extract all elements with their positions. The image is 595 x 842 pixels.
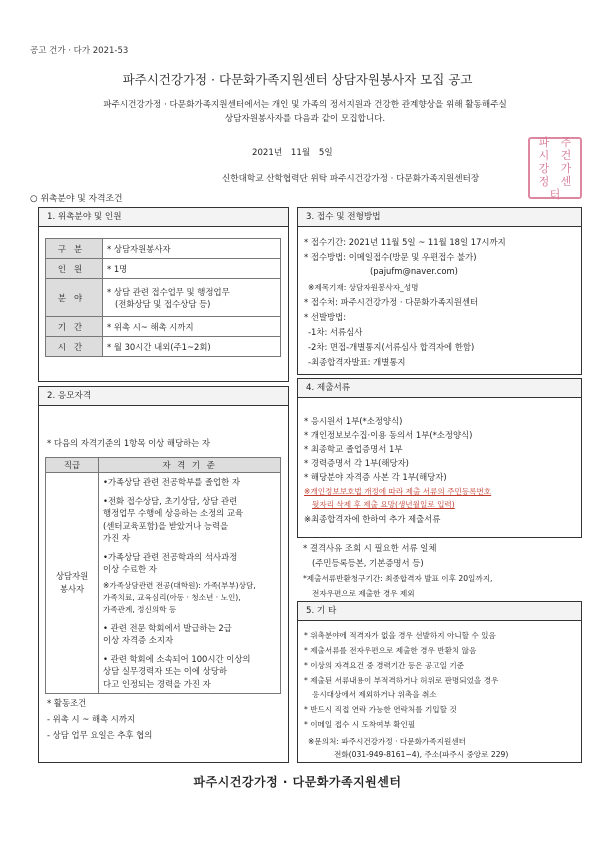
criterion: •전화 접수상담, 초기상담, 상담 관련 행정업무 수행에 상응하는 소정의 교육 (센터교육포함)을 받았거나 능력을 가진 자 — [103, 495, 244, 543]
row-value: * 1명 — [103, 259, 281, 279]
document-number: 공고 건가 · 다가 2021-53 — [30, 46, 129, 56]
criterion: • 관련 전문 학회에서 발급하는 2급 이상 자격증 소지자 — [103, 622, 232, 645]
row-label: 기간 — [46, 317, 103, 337]
info-line: * 접수기간: 2021년 11월 5일 ~ 11월 18일 17시까지 — [304, 237, 506, 247]
info-line: * 접수처: 파주시건강가정 · 다문화가족지원센터 — [304, 297, 479, 307]
info-line: * 접수방법: 이메일접수(방문 및 우편접수 불가) — [304, 252, 477, 262]
doc-note: ※개인정보보호법 개정에 따라 제출 서류의 주민등록번호 — [304, 487, 492, 496]
email-line: (pajufm@naver.com) — [370, 266, 458, 276]
qualification-lead: * 다음의 자격기준의 1항목 이상 해당하는 자 — [47, 438, 211, 448]
other-line: * 이상의 자격요건 중 경력기간 등은 공고일 기준 — [304, 661, 465, 670]
doc-line: 전자우편으로 제출한 경우 제외 — [312, 589, 415, 598]
info-line: -최종합격자발표: 개별통지 — [308, 357, 406, 367]
info-line: * 선발방법: — [304, 312, 347, 322]
doc-note: 뒷자리 삭제 후 제출 요망(생년월일로 입력) — [312, 500, 455, 509]
criterion: •가족상담 관련 전공학과의 석사과정 이상 수료한 자 — [103, 551, 238, 574]
note-line: ※제목기재: 상담자원봉사자_성명 — [308, 283, 419, 292]
footer-organization: 파주시건강가정 · 다문화가족지원센터 — [193, 775, 402, 789]
box-application — [297, 207, 582, 375]
page-title: 파주시건강가정 · 다문화가족지원센터 상담자원봉사자 모집 공고 — [122, 72, 473, 87]
doc-line: ※최종합격자에 한하여 추가 제출서류 — [304, 514, 441, 524]
box-documents — [297, 378, 582, 538]
row-label: 구분 — [46, 239, 103, 259]
activity-line: - 위촉 시 ~ 해촉 시까지 — [47, 714, 136, 724]
doc-line: (주민등록등본, 기본증명서 등) — [312, 558, 424, 568]
contact-line: 전화(031-949-8161~4), 주소(파주시 중앙로 229) — [334, 750, 509, 759]
intro-line: 파주시건강가정 · 다문화가족지원센터에서는 개인 및 가족의 정서지원과 건강한 관계향상을 위해 활동해주실 — [103, 100, 507, 110]
info-line: -1차: 서류심사 — [308, 327, 363, 337]
signature-line: 신한대학교 산학협력단 위탁 파주시건강가정 · 다문화가족지원센터장 — [222, 174, 480, 184]
official-seal: 파 주 시 건 강 가 정 센 터 — [528, 137, 582, 199]
table-row — [46, 279, 281, 317]
criterion: •가족상담 관련 전공학부를 졸업한 자 — [103, 477, 240, 487]
box-other — [297, 601, 582, 763]
row-label: 시간 — [46, 337, 103, 357]
doc-line: * 경력증명서 각 1부(해당자) — [304, 458, 409, 468]
table-row — [46, 473, 281, 694]
other-line: * 위촉분야에 적격자가 없을 경우 선발하지 아니할 수 있음 — [304, 631, 496, 640]
row-value: * 위촉 시~ 해촉 시까지 — [103, 317, 281, 337]
row-label: 인원 — [46, 259, 103, 279]
criteria-cell — [99, 473, 281, 694]
positions-table — [45, 238, 281, 357]
col-rank: 직급 — [46, 458, 99, 473]
box-heading: 2. 응모자격 — [39, 387, 288, 406]
activity-title: * 활동조건 — [47, 698, 87, 708]
rank-cell: 상담자원 봉사자 — [46, 473, 99, 694]
criterion: • 관련 학회에 소속되어 100시간 이상의 상담 실무경력자 또는 이에 상당하 다고 인정되는 경력을 가진 자 — [103, 653, 251, 689]
doc-line: * 최종학교 졸업증명서 1부 — [304, 444, 403, 454]
box-heading: 1. 위촉분야 및 인원 — [39, 208, 288, 227]
doc-line: * 응시원서 1부(*소정양식) — [304, 416, 403, 426]
row-value: * 상담자원봉사자 — [103, 239, 281, 259]
other-line: 응시대상에서 제외하거나 위촉을 취소 — [312, 690, 437, 699]
col-criteria: 자 격 기 준 — [99, 458, 281, 473]
info-line: -2차: 면접-개별통지(서류심사 합격자에 한함) — [308, 342, 475, 352]
announcement-date: 2021년 11월 5일 — [252, 148, 333, 158]
other-line: * 제출된 서류내용이 부적격하거나 허위로 판명되었을 경우 — [304, 676, 499, 685]
table-header-row — [46, 458, 281, 473]
box-qualifications — [38, 386, 289, 763]
table-row — [46, 239, 281, 259]
qualification-table — [45, 457, 281, 694]
row-value: * 상담 관련 접수업무 및 행정업무 (전화상담 및 접수상담 등) — [103, 279, 281, 317]
other-line: * 반드시 직접 연락 가능한 연락처를 기입할 것 — [304, 705, 457, 714]
box-heading: 5. 기 타 — [298, 602, 581, 621]
doc-line: * 해당분야 자격증 사본 각 1부(해당자) — [304, 472, 447, 482]
other-line: * 제출서류를 전자우편으로 제출한 경우 반환치 않음 — [304, 646, 477, 655]
doc-line: * 개인정보보수집·이용 동의서 1부(*소정양식) — [304, 430, 473, 440]
other-line: * 이메일 접수 시 도착여부 확인필 — [304, 720, 416, 729]
section-heading: ○ 위촉분야 및 자격조건 — [30, 194, 123, 204]
doc-line: *제출서류반환청구기간: 최종합격자 발표 이후 20일까지, — [303, 574, 493, 583]
table-row — [46, 337, 281, 357]
table-row — [46, 317, 281, 337]
table-row — [46, 259, 281, 279]
row-label: 분야 — [46, 279, 103, 317]
box-positions — [38, 207, 289, 382]
intro-text — [40, 98, 570, 126]
intro-line: 상담자원봉사자를 다음과 같이 모집합니다. — [224, 114, 386, 124]
row-value: * 월 30시간 내외(주1~2회) — [103, 337, 281, 357]
box-heading: 4. 제출서류 — [298, 379, 581, 398]
box-heading: 3. 접수 및 전형방법 — [298, 208, 581, 227]
contact-line: ※문의처: 파주시건강가정 · 다문화가족지원센터 — [308, 737, 466, 746]
doc-line: * 결격사유 조회 시 필요한 서류 일체 — [303, 543, 437, 553]
criterion-note: ※가족상담관련 전공(대학원): 가족(부부)상담, 가족치료, 교육심리(아동 · 청소년 · 노인), 가족관계, 정신의학 등 — [103, 580, 256, 614]
activity-line: - 상담 업무 요일은 추후 협의 — [47, 730, 153, 740]
